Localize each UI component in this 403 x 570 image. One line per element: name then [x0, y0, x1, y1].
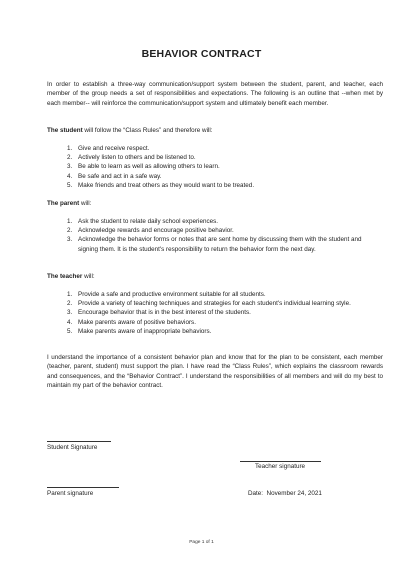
intro-paragraph: In order to establish a three-way communication/support system between the student, parent, and teacher, each member of the group needs a set of responsibilities and expectations. The following is an outline that --when met by each member-- will reinforce the communication/support system and ultimately benefit each member.	[47, 81, 383, 107]
list-item: 3. Be able to learn as well as allowing others to learn.	[67, 163, 220, 171]
teacher-signature-label: Teacher signature	[255, 463, 306, 470]
closing-paragraph: I understand the importance of a consistent behavior plan and know that for the plan to be consistent, each member (teacher, parent, student) must support the plan. I have read the “Class Rules”, which explains the classroom rewards and consequences, and the “Behavior Contract”. I understand the responsibilities of all members and will do my best to maintain my part of the behavior contract.	[47, 354, 383, 389]
list-item: 4. Make parents aware of positive behaviors.	[67, 318, 196, 326]
page-number: Page 1 of 1	[189, 540, 214, 545]
student-signature-line	[47, 441, 111, 442]
student-signature-label: Student Signature	[47, 444, 98, 451]
parent-heading-text: will:	[79, 200, 92, 207]
student-heading-text: will follow the “Class Rules” and therefore will:	[82, 127, 213, 134]
teacher-list	[67, 290, 383, 336]
student-heading	[47, 126, 213, 135]
teacher-signature-line	[240, 461, 321, 462]
parent-heading	[47, 199, 91, 208]
teacher-heading	[47, 272, 95, 281]
list-item: 2. Provide a variety of teaching techniques and strategies for each student's individual learning style.	[67, 300, 351, 308]
list-item: 1. Provide a safe and productive environment suitable for all students.	[67, 291, 266, 298]
teacher-heading-text: will:	[82, 273, 95, 280]
list-item: 4. Be safe and act in a safe way.	[67, 172, 162, 180]
list-item: 5. Make friends and treat others as they would want to be treated.	[67, 181, 255, 189]
parent-signature-line	[47, 487, 119, 488]
teacher-role: The teacher	[47, 273, 83, 280]
list-item: 3. Acknowledge the behavior forms or notes that are sent home by discussing them with the student and signing them. It is the student's responsibility to return the behavior form the next day.	[67, 236, 362, 253]
list-item: 3. Encourage behavior that is in the best interest of the students.	[67, 309, 251, 317]
list-item: 5. Make parents aware of inappropriate behaviors.	[67, 327, 212, 335]
student-list	[67, 144, 383, 190]
parent-list	[67, 217, 383, 254]
list-item: 1. Ask the student to relate daily school experiences.	[67, 218, 219, 225]
list-item: 1. Give and receive respect.	[67, 145, 150, 152]
date-label: Date: November 24, 2021	[248, 490, 322, 497]
parent-role: The parent	[47, 200, 80, 207]
parent-signature-label: Parent signature	[47, 490, 94, 497]
document-title: BEHAVIOR CONTRACT	[141, 48, 262, 60]
list-item: 2. Acknowledge rewards and encourage positive behavior.	[67, 227, 234, 235]
list-item: 2. Actively listen to others and be listened to.	[67, 154, 196, 162]
student-role: The student	[47, 127, 83, 134]
